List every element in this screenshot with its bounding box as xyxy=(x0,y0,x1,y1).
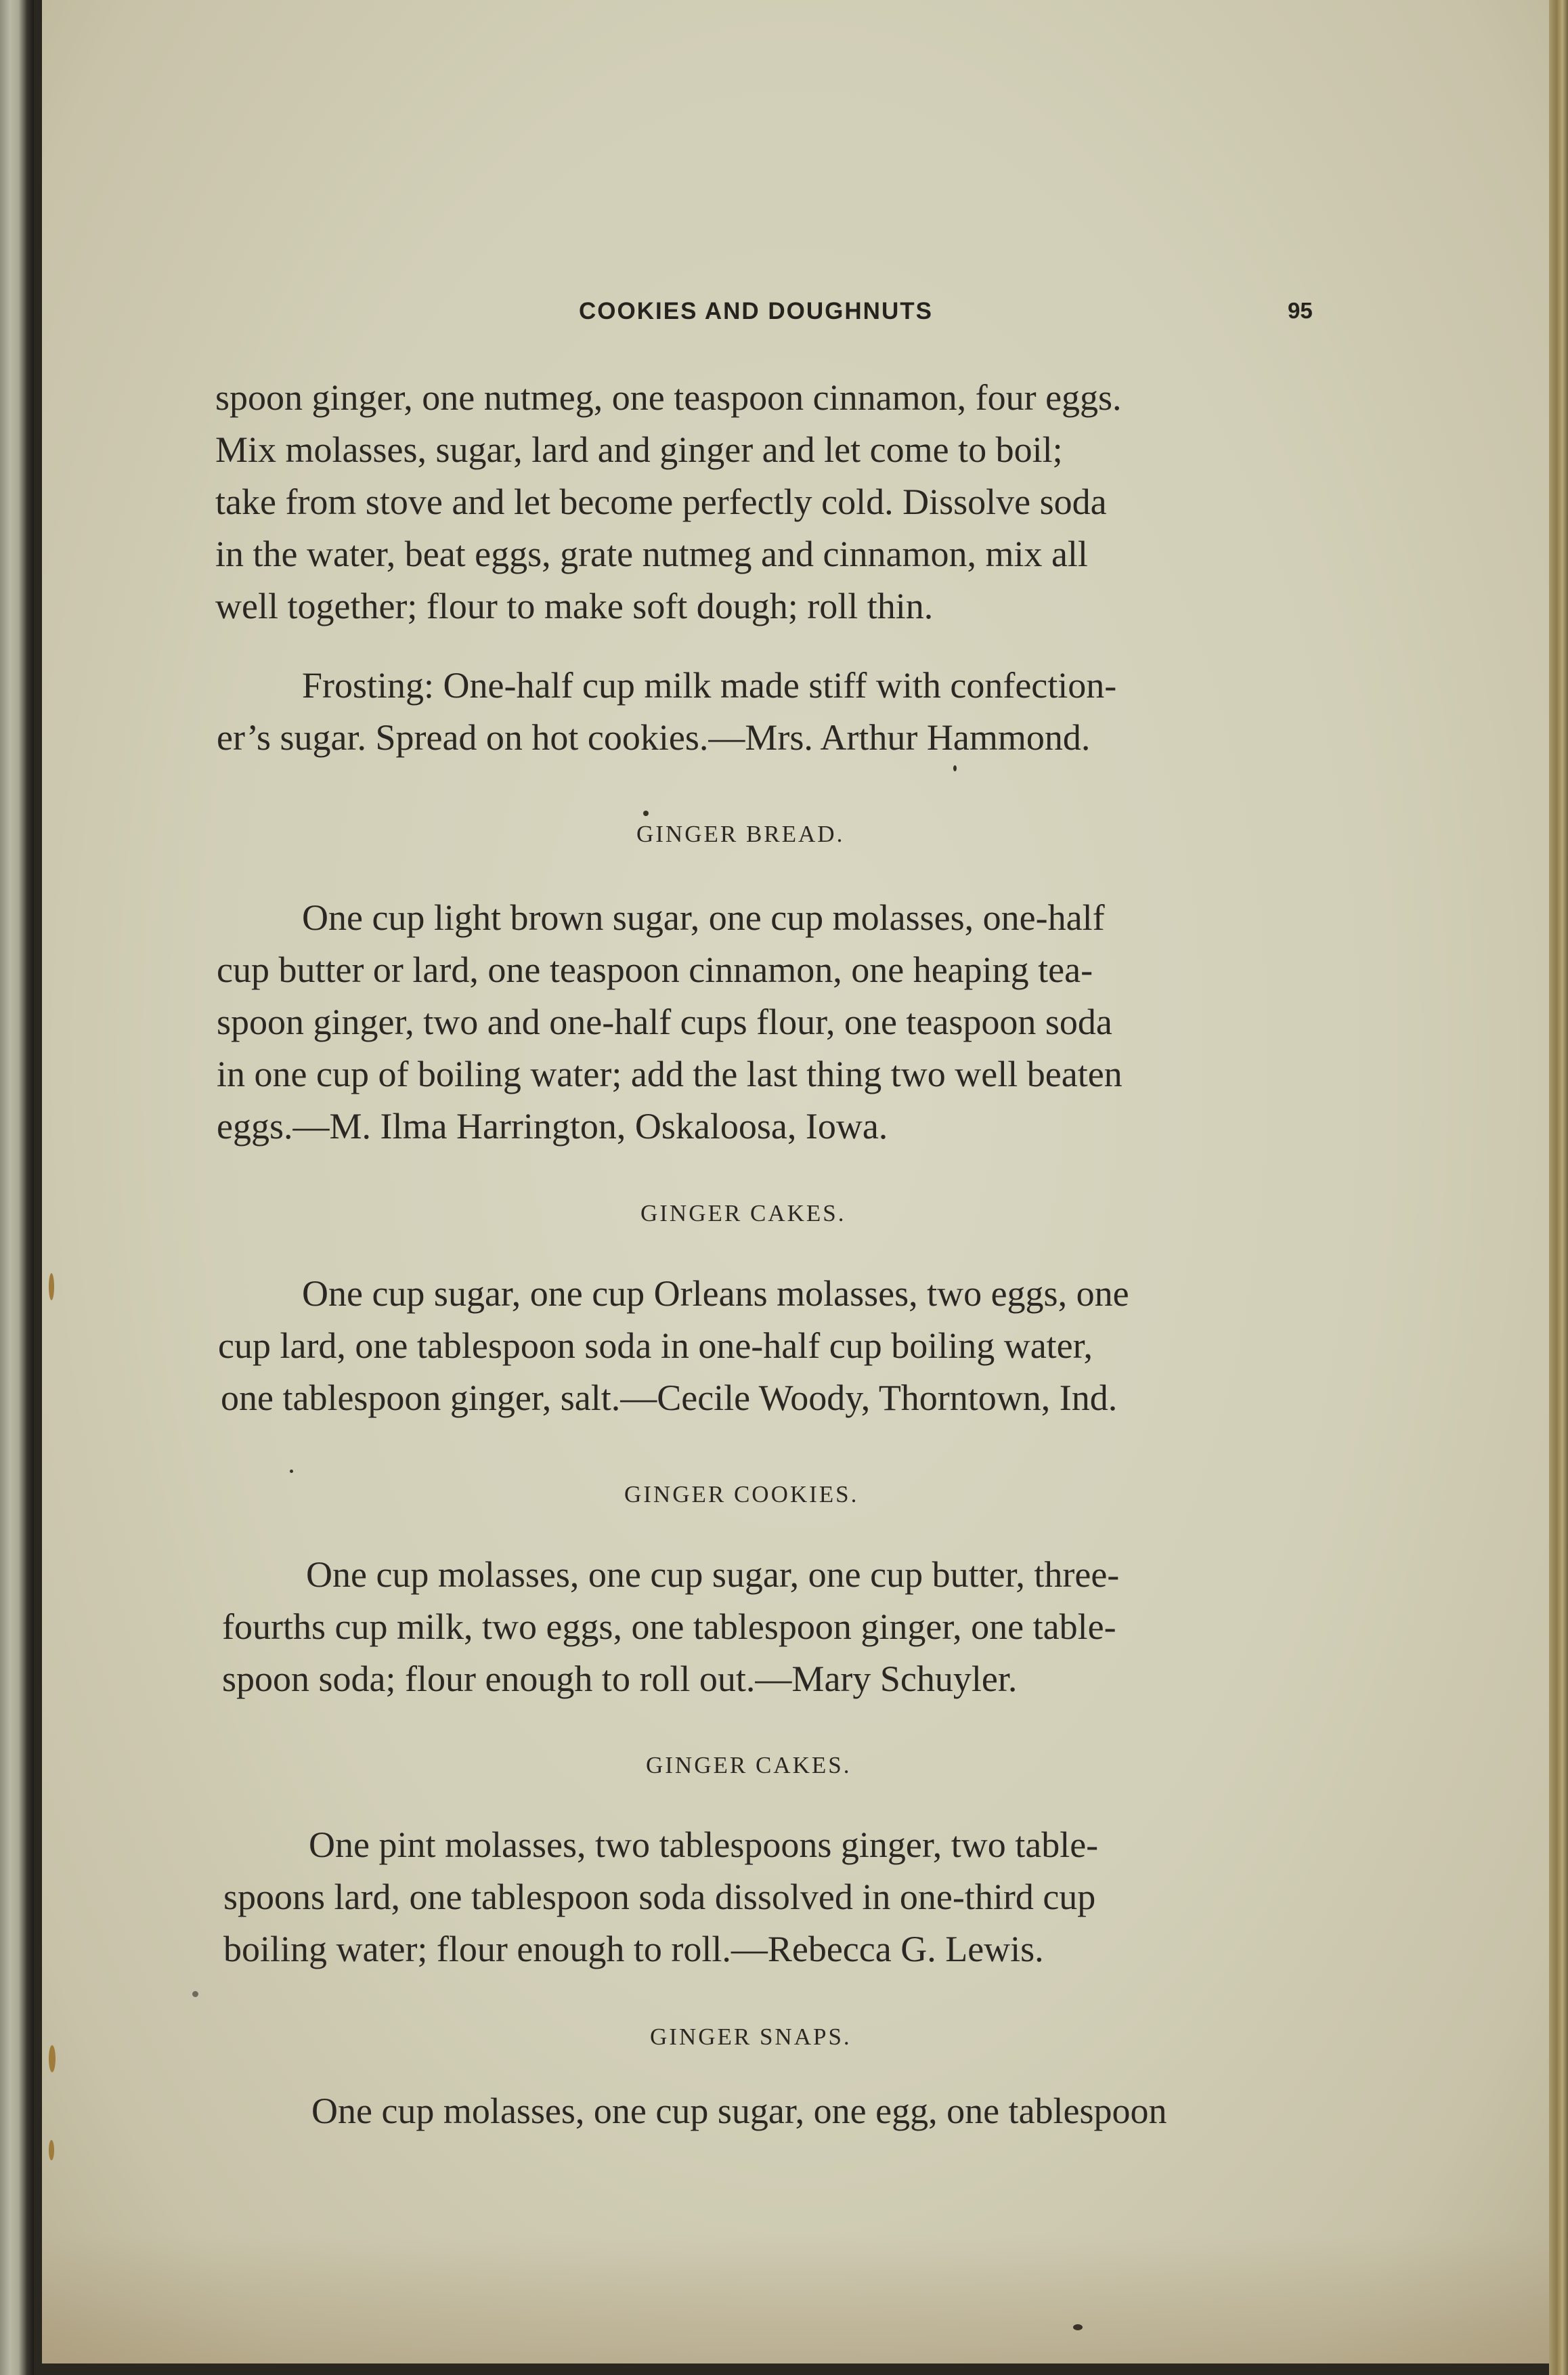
paragraph-line: fourths cup milk, two eggs, one tablespoon ginger, one table- xyxy=(222,1606,1116,1647)
paragraph-line: One cup light brown sugar, one cup molasses, one-half xyxy=(302,897,1105,938)
paper-stain xyxy=(49,2140,54,2160)
paragraph-line: one tablespoon ginger, salt.—Cecile Woody, Thorntown, Ind. xyxy=(221,1377,1118,1418)
recipe-heading: GINGER BREAD. xyxy=(636,821,845,847)
page-number: 95 xyxy=(1288,298,1313,323)
recipe-heading: GINGER CAKES. xyxy=(640,1200,846,1226)
paragraph-line: in one cup of boiling water; add the last thing two well beaten xyxy=(217,1054,1123,1094)
paper-speck xyxy=(1073,2324,1083,2330)
paragraph-line: One cup sugar, one cup Orleans molasses, two eggs, one xyxy=(302,1273,1129,1314)
paragraph-line: cup lard, one tablespoon soda in one-half cup boiling water, xyxy=(218,1325,1093,1366)
paragraph-line: boiling water; flour enough to roll.—Rebecca G. Lewis. xyxy=(223,1929,1044,1969)
paragraph-line: One pint molasses, two tablespoons ginger, two table- xyxy=(309,1824,1099,1865)
paper-speck xyxy=(953,765,957,771)
paragraph-line: cup butter or lard, one teaspoon cinnamon, one heaping tea- xyxy=(217,949,1093,990)
recipe-heading: GINGER CAKES. xyxy=(646,1752,852,1778)
paragraph-line: spoons lard, one tablespoon soda dissolved in one-third cup xyxy=(223,1877,1096,1917)
paragraph-line: spoon soda; flour enough to roll out.—Mary Schuyler. xyxy=(222,1659,1018,1699)
paragraph-line: Mix molasses, sugar, lard and ginger and let come to boil; xyxy=(215,429,1063,470)
page-paper xyxy=(42,0,1549,2363)
paper-speck xyxy=(290,1470,293,1473)
paragraph-line: er’s sugar. Spread on hot cookies.—Mrs. Arthur Hammond. xyxy=(217,717,1091,758)
book-spine-edge xyxy=(0,0,34,2375)
paragraph-line: spoon ginger, one nutmeg, one teaspoon cinnamon, four eggs. xyxy=(215,377,1122,418)
page-bottom-shading xyxy=(42,2235,1549,2363)
running-head: COOKIES AND DOUGHNUTS xyxy=(579,298,933,324)
paragraph-line: One cup molasses, one cup sugar, one cup butter, three- xyxy=(306,1554,1120,1595)
paragraph-line: eggs.—M. Ilma Harrington, Oskaloosa, Iowa. xyxy=(217,1106,888,1147)
paragraph-line: One cup molasses, one cup sugar, one egg, one tablespoon xyxy=(311,2091,1167,2131)
paper-stain xyxy=(49,2045,56,2072)
paragraph-line: spoon ginger, two and one-half cups flour, one teaspoon soda xyxy=(217,1002,1112,1042)
page-fore-edge xyxy=(1549,0,1568,2375)
recipe-heading: GINGER COOKIES. xyxy=(624,1481,859,1507)
recipe-heading: GINGER SNAPS. xyxy=(650,2024,852,2050)
paper-speck xyxy=(192,1991,198,1997)
paragraph-line: well together; flour to make soft dough; roll thin. xyxy=(215,586,934,626)
paper-stain xyxy=(49,1273,54,1300)
paper-speck xyxy=(643,811,649,816)
paragraph-line: take from stove and let become perfectly cold. Dissolve soda xyxy=(215,482,1107,522)
paragraph-line: in the water, beat eggs, grate nutmeg and cinnamon, mix all xyxy=(215,534,1088,574)
paragraph-line: Frosting: One-half cup milk made stiff with confection- xyxy=(302,665,1117,706)
